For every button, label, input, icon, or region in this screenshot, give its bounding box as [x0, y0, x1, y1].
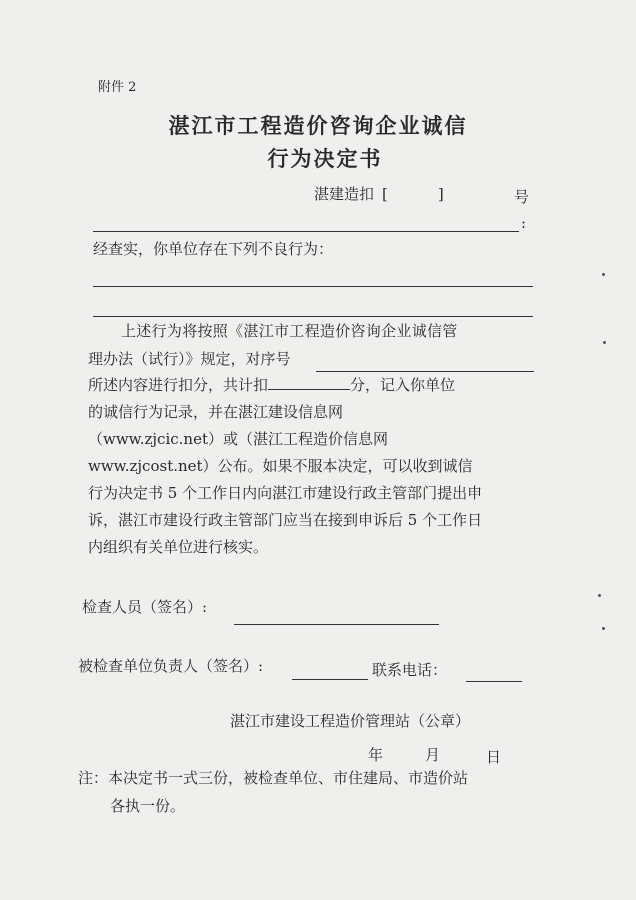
- addressee-colon: :: [521, 214, 527, 232]
- deduction-points-blank: [268, 374, 350, 390]
- title-line-2: 行为决定书: [267, 146, 383, 171]
- inspected-head-signature-label: 被检查单位负责人（签名）:: [78, 657, 264, 675]
- body-line-3: [88, 374, 455, 395]
- date-month: 月: [425, 746, 441, 764]
- body-line-7: 行为决定书 5 个工作日内向湛江市建设行政主管部门提出申: [88, 484, 483, 502]
- phone-line: [466, 681, 522, 682]
- inspector-signature-label: 检查人员（签名）:: [82, 598, 208, 616]
- addressee-blank-line: [93, 231, 519, 232]
- issuer-stamp-label: 湛江市建设工程造价管理站（公章）: [230, 712, 471, 730]
- date-day: 日: [486, 748, 502, 766]
- violation-line-2: [93, 316, 533, 317]
- scan-dot: [598, 594, 601, 597]
- body-line-5: （www.zjcic.net）或（湛江工程造价信息网: [88, 430, 388, 448]
- body-line-2: 理办法（试行）》规定，对序号: [88, 350, 291, 368]
- doc-number-bracket-open: [: [382, 185, 388, 203]
- body-line-8: 诉，湛江市建设行政主管部门应当在接到申诉后 5 个工作日: [88, 511, 483, 529]
- body-line-1: 上述行为将按照《湛江市工程造价咨询企业诚信管: [121, 322, 458, 340]
- note-line-2: 各执一份。: [110, 797, 186, 815]
- body-line-6: www.zjcost.net）公布。如果不服本决定，可以收到诚信: [88, 457, 473, 475]
- inspector-signature-line: [234, 624, 439, 625]
- doc-number-prefix: 湛建造扣: [314, 185, 375, 203]
- date-year: 年: [368, 746, 384, 764]
- inspected-head-signature-line: [292, 679, 368, 680]
- serial-number-blank: [316, 371, 534, 372]
- body-line-4: 的诚信行为记录，并在湛江建设信息网: [88, 403, 344, 421]
- scan-dot: [602, 273, 605, 276]
- scan-dot: [602, 627, 605, 630]
- phone-label: 联系电话：: [372, 661, 448, 679]
- body-line-3b: 分，记入你单位: [350, 376, 456, 394]
- title-line-1: 湛江市工程造价咨询企业诚信: [168, 113, 468, 138]
- finding-text: 经查实，你单位存在下列不良行为：: [93, 240, 334, 258]
- doc-number-suffix: 号: [514, 188, 530, 206]
- doc-number-bracket-close: ]: [437, 185, 444, 203]
- attachment-label: 附件 2: [98, 80, 137, 95]
- note-line-1: 注：本决定书一式三份，被检查单位、市住建局、市造价站: [78, 769, 469, 787]
- document-number: [314, 183, 530, 206]
- body-line-9: 内组织有关单位进行核实。: [88, 538, 269, 556]
- body-line-3a: 所述内容进行扣分，共计扣: [88, 376, 269, 394]
- scan-dot: [603, 341, 606, 344]
- violation-line-1: [93, 286, 533, 287]
